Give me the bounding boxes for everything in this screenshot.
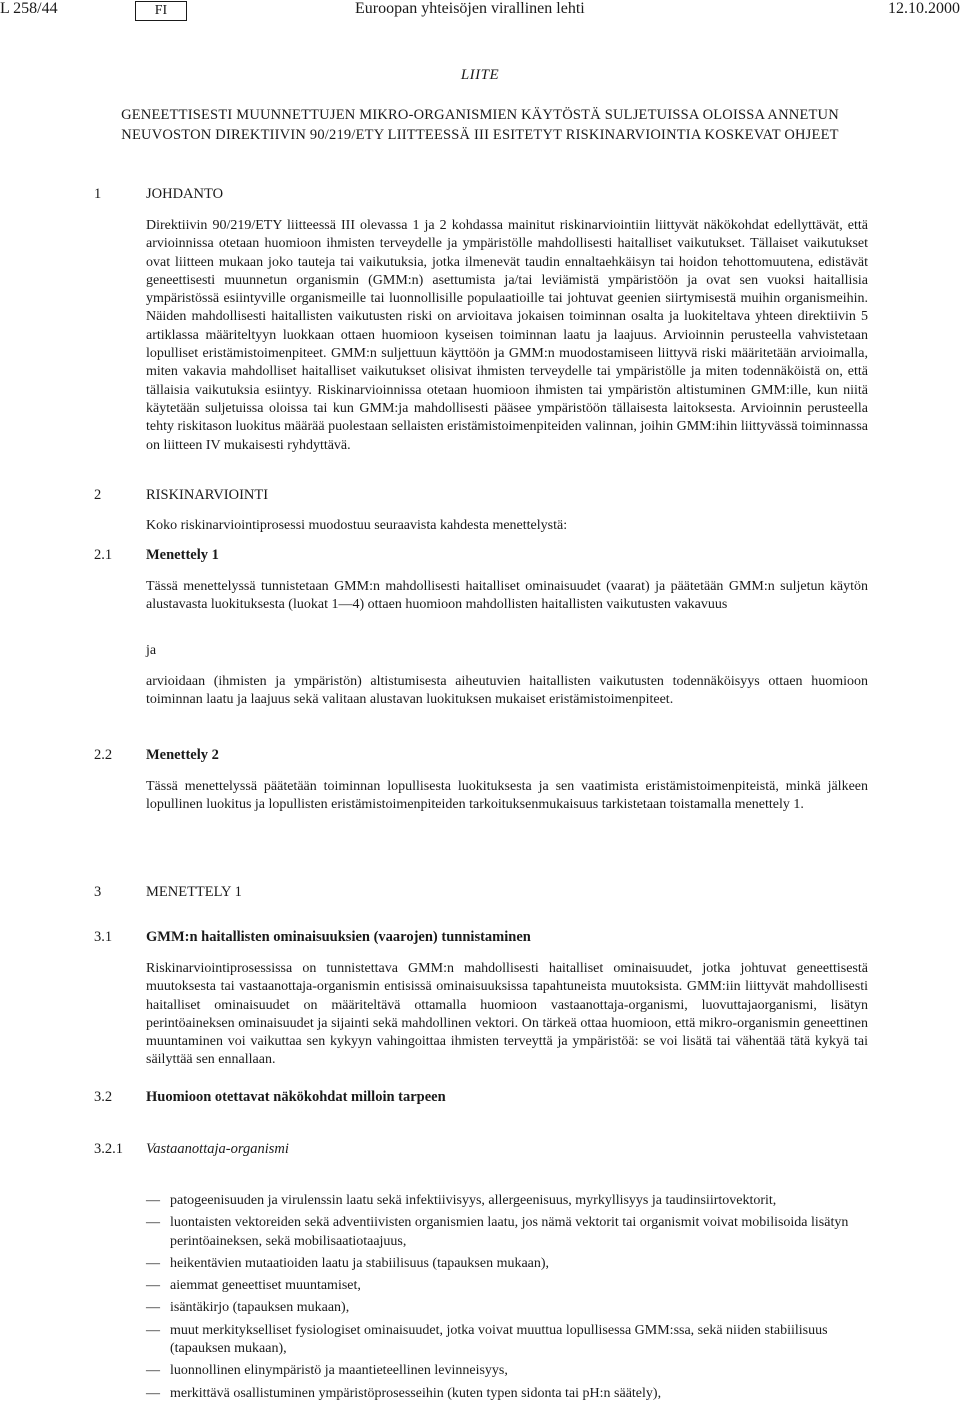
section-3-2-1-number: 3.2.1 <box>94 1141 123 1157</box>
journal-title: Euroopan yhteisöjen virallinen lehti <box>355 0 585 17</box>
section-3-1-number: 3.1 <box>94 929 113 945</box>
dash-bullet: — <box>146 1322 160 1338</box>
section-2-1-text-2: arvioidaan (ihmisten ja ympäristön) altistumisesta aiheutuvien haitallisten vaikutusten todennäköisyys ottaen huomioon toiminnan laatu ja laajuus sekä valitaan alustavan luokituksen mukaiset eristämistoimenpiteet. <box>146 674 868 708</box>
dash-bullet: — <box>146 1385 160 1401</box>
list-item: — heikentävien mutaatioiden laatu ja stabiilisuus (tapauksen mukaan), <box>146 1255 868 1273</box>
publication-date: 12.10.2000 <box>888 0 960 17</box>
section-2-1-text-1: Tässä menettelyssä tunnistetaan GMM:n mahdollisesti haitalliset ominaisuudet (vaarat) ja päätetään GMM:n suljetun käytön alustavasta luokituksesta (luokat 1—4) ottaen huomioon mahdollisten haitallisten vaikutusten vakavuus <box>146 579 868 613</box>
list-item: — aiemmat geneettiset muuntamiset, <box>146 1277 868 1295</box>
title-line-2: NEUVOSTON DIREKTIIVIN 90/219/ETY LIITTEESSÄ III ESITETYT RISKINARVIOINTIA KOSKEVAT OHJEET <box>121 127 839 143</box>
dash-bullet: — <box>146 1215 160 1231</box>
list-item: — luontaisten vektoreiden sekä adventiivisten organismien laatu, jos nämä vektorit tai organismit voivat mobilisoida lisätyn perintöaineksen, sekä mobilisaatiotaajuus, <box>146 1215 849 1249</box>
dash-bullet: — <box>146 1255 160 1271</box>
language-code-box: FI <box>135 1 187 21</box>
section-2-2-heading: Menettely 2 <box>146 747 219 763</box>
section-3-1-text: Riskinarviointiprosessissa on tunnistettava GMM:n mahdollisesti haitalliset ominaisuudet, jotka johtuvat geneettisestä muutoksesta tai vastaanottaja-organismin entisissä ominaisuuksissa tapahtuneista muutoksista. GMM:iin liittyvät mahdollisesti haitalliset ominaisuudet on määriteltävä ottamalla huomioon vastaanottaja-organismi, luovuttajaorganismi, lisätyn perintöaineksen ominaisuudet ja sijainti sekä mahdollinen vektori. On tärkeä ottaa huomioon, että mikro-organismin geneettinen muuntaminen voi vaikuttaa sen kykyyn vahingoittaa ihmisten terveyttä ja ympäristöä: se voi lisätä tai vähentää tätä kykyä tai säilyttää sen ennallaan. <box>146 961 868 1068</box>
list-item: — patogeenisuuden ja virulenssin laatu sekä infektiivisyys, allergeenisuus, myrkyllisyys ja taudinsiirtovektorit, <box>146 1192 868 1210</box>
dash-bullet: — <box>146 1193 160 1208</box>
section-3-2-1-heading: Vastaanottaja-organismi <box>146 1141 289 1157</box>
section-2-1-number: 2.1 <box>94 547 113 563</box>
section-2-number: 2 <box>94 487 102 503</box>
dash-bullet: — <box>146 1300 160 1316</box>
recipient-organism-list <box>146 1192 868 1407</box>
title-line-1: GENEETTISESTI MUUNNETTUJEN MIKRO-ORGANISMIEN KÄYTÖSTÄ SULJETUISSA OLOISSA ANNETUN <box>121 107 839 123</box>
section-2-1-conjunction: ja <box>146 643 157 658</box>
dash-bullet: — <box>146 1278 160 1294</box>
section-2-2-text: Tässä menettelyssä päätetään toiminnan lopullisesta luokituksesta ja sen vaatimista eristämistoimenpiteistä, minkä jälkeen lopullinen luokitus ja lopullisten eristämistoimenpiteiden tarkoituksenmukaisuus tarkistetaan toistamalla menettely 1. <box>146 779 868 813</box>
list-item: — luonnollinen elinympäristö ja maantieteellinen levinneisyys, <box>146 1362 868 1380</box>
section-2-2-number: 2.2 <box>94 747 113 763</box>
page-number: L 258/44 <box>0 0 58 17</box>
annex-label: LIITE <box>460 67 500 83</box>
page-header <box>0 0 960 20</box>
section-2-1-heading: Menettely 1 <box>146 547 219 563</box>
list-item: — merkittävä osallistuminen ympäristöprosesseihin (kuten typen sidonta tai pH:n säätely), <box>146 1385 868 1403</box>
dash-bullet: — <box>146 1363 160 1379</box>
section-3-number: 3 <box>94 884 102 900</box>
section-1-number: 1 <box>94 186 102 202</box>
section-1-heading: JOHDANTO <box>146 186 224 202</box>
section-2-heading: RISKINARVIOINTI <box>146 487 269 503</box>
section-1-text: Direktiivin 90/219/ETY liitteessä III olevassa 1 ja 2 kohdassa mainitut riskinarviointiin liittyvät näkökohdat edellyttävät, että arvioinnissa otetaan huomioon ihmisten terveydelle ja ympäristölle mahdollisesti haitalliset vaikutukset. Tällaiset vaikutukset ovat liitteen mukaan joko tauteja tai vaikutuksia, jotka ilmenevät taudin ennaltaehkäisyn tai hoidon tehottomuutena, edistävät geneettisesti muunnetun organismin (GMM:n) asettumista ja/tai leviämistä ympäristöön ja ovat sen vuoksi haitallisia ympäristössä esiintyville organismeille tai luonnollisille populaatioille tai johtuvat geenien siirtymisestä muihin organismeihin. Näiden mahdollisesti haitallisten vaikutusten riski on arvioitava jokaisen toiminnan osalta ja luokiteltava yhteen direktiivin 5 artiklassa määriteltyyn luokkaan ottaen huomioon kyseisen toiminnan laatu ja laajuus. Arvioinnin perusteella vahvistetaan lopulliset eristämistoimenpiteet. GMM:n suljettuun käyttöön ja GMM:n muodostamiseen liittyvä riski määritetään arvioimalla, miten vakavia mahdolliset haitalliset vaikutukset olisivat ihmisten terveydelle tai ympäristölle ja miten todennäköistä on, että tällaisia vaikutuksia esiintyy. Riskinarvioinnissa otetaan huomioon ihmisten tai ympäristön altistuminen GMM:ille, kun niitä käytetään suljetuissa oloissa tai kun GMM:ja mahdollisesti pääsee ympäristöön tällaisesta laitoksesta. Arvioinnin perusteella tehty riskitason luokitus määrää puolestaan sellaisten eristämistoimenpiteiden valinnan, joihin GMM:ihin liittyvässä toiminnassa on liitteen IV mukaisesti ryhdyttävä. <box>146 218 868 453</box>
section-2-text: Koko riskinarviointiprosessi muodostuu seuraavista kahdesta menettelystä: <box>146 518 568 533</box>
section-3-2-number: 3.2 <box>94 1089 113 1105</box>
section-3-2-heading: Huomioon otettavat näkökohdat milloin tarpeen <box>146 1089 446 1105</box>
list-item: — isäntäkirjo (tapauksen mukaan), <box>146 1299 868 1317</box>
list-item: — muut merkitykselliset fysiologiset ominaisuudet, jotka voivat muuttua lopullisessa GMM:ssa, sekä niiden stabiilisuus (tapauksen mukaan), <box>146 1322 828 1357</box>
section-3-heading: MENETTELY 1 <box>146 884 242 900</box>
document-title <box>0 105 960 145</box>
section-3-1-heading: GMM:n haitallisten ominaisuuksien (vaarojen) tunnistaminen <box>146 929 531 945</box>
